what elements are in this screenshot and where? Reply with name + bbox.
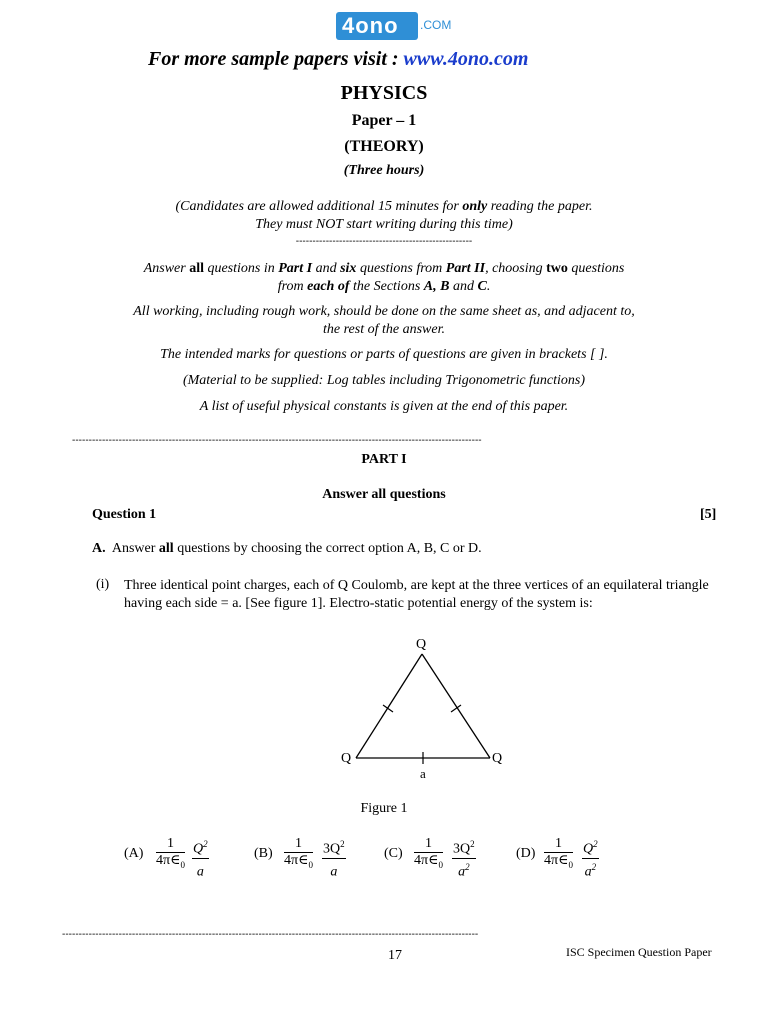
logo-text: 4ono <box>342 13 399 38</box>
vertex-label-left: Q <box>341 751 352 766</box>
section-a-label: A. <box>92 541 106 556</box>
numerator <box>582 836 599 859</box>
t: from <box>277 279 308 294</box>
den-sub: 0 <box>180 859 185 870</box>
fraction-constant <box>284 836 313 873</box>
triangle-right-side <box>422 654 490 758</box>
option-label: (A) <box>124 846 144 861</box>
fraction-expression <box>322 836 346 880</box>
figure-caption: Figure 1 <box>360 801 408 816</box>
footer-label: ISC Specimen Question Paper <box>566 945 712 959</box>
theory-label: (THEORY) <box>344 138 424 155</box>
numerator <box>192 836 209 859</box>
t: Answer <box>111 541 159 556</box>
divider-long: --------------------------------------------------------------------------------------------------------------------------- <box>72 435 482 446</box>
constants-note: A list of useful physical constants is given at the end of this paper. <box>199 399 569 414</box>
triangle-figure <box>330 630 520 790</box>
t: two <box>546 261 568 276</box>
visit-url-link[interactable]: www.4ono.com <box>403 48 529 70</box>
t: and <box>449 279 478 294</box>
den-sup: 2 <box>465 861 470 872</box>
t: questions from <box>356 261 446 276</box>
vertex-label-top: Q <box>416 637 427 652</box>
t: each of <box>307 279 350 294</box>
working-note-2: the rest of the answer. <box>323 322 445 337</box>
reading-text-2: reading the paper. <box>487 199 593 214</box>
reading-time-note <box>0 198 768 216</box>
den-text: 4π∈ <box>156 853 181 868</box>
numerator <box>322 836 346 859</box>
t: A, <box>423 279 437 294</box>
num-sup: 2 <box>203 839 208 849</box>
answer-instruction <box>0 260 768 278</box>
den-text: 4π∈ <box>414 853 439 868</box>
t: and <box>312 261 341 276</box>
fraction-constant <box>156 836 185 873</box>
fraction-expression <box>582 836 599 880</box>
vertex-label-right: Q <box>492 751 503 766</box>
visit-line <box>148 48 528 71</box>
fraction-constant <box>414 836 443 873</box>
t: . <box>486 279 491 294</box>
t: six <box>340 261 357 276</box>
site-logo[interactable] <box>336 12 456 40</box>
reading-text-1: (Candidates are allowed additional 15 minutes for <box>175 199 463 214</box>
side-label: a <box>420 766 426 781</box>
fraction-expression <box>192 836 209 880</box>
den-sub: 0 <box>308 859 313 870</box>
numerator: 1 <box>284 836 313 853</box>
denominator <box>192 859 209 881</box>
question-marks: [5] <box>700 507 717 522</box>
t: questions by choosing the correct option A, B, C or D. <box>173 541 482 556</box>
numerator: 1 <box>414 836 443 853</box>
t: the Sections <box>349 279 424 294</box>
t: B <box>440 279 450 294</box>
paper-title: Paper – 1 <box>351 112 417 129</box>
section-a-instruction <box>92 541 482 557</box>
question-label: Question 1 <box>92 507 157 522</box>
duration-label: (Three hours) <box>343 163 425 178</box>
t: questions <box>567 261 625 276</box>
denominator <box>452 859 476 881</box>
tick-mark-left <box>383 705 393 712</box>
material-note: (Material to be supplied: Log tables including Trigonometric functions) <box>182 373 586 388</box>
den-text: a <box>196 864 204 880</box>
visit-text: For more sample papers visit : <box>148 48 404 70</box>
num-sup: 2 <box>593 839 598 849</box>
denominator <box>156 853 185 873</box>
footer-divider: ----------------------------------------------------------------------------------------------------------------------------- <box>62 929 479 940</box>
numerator: 1 <box>544 836 573 853</box>
num-sup: 2 <box>340 839 345 849</box>
t: , choosing <box>485 261 547 276</box>
num-sup: 2 <box>470 839 475 849</box>
denominator <box>322 859 346 881</box>
den-sup: 2 <box>591 861 597 872</box>
numerator <box>452 836 476 859</box>
t: Part II <box>445 261 486 276</box>
marks-note: The intended marks for questions or parts of questions are given in brackets [ ]. <box>160 347 608 362</box>
subject-title: PHYSICS <box>340 82 428 104</box>
num-text: Q <box>583 841 594 857</box>
option-label: (C) <box>384 846 403 861</box>
fraction-expression <box>452 836 476 880</box>
den-sub: 0 <box>438 859 443 870</box>
t: questions in <box>203 261 279 276</box>
den-text: a <box>458 864 466 880</box>
denominator <box>284 853 313 873</box>
den-sub: 0 <box>568 859 573 870</box>
t: Part I <box>278 261 313 276</box>
reading-bold: only <box>462 199 488 214</box>
den-text: a <box>584 864 592 880</box>
denominator <box>582 859 599 881</box>
divider-short: ----------------------------------------------------- <box>295 236 473 247</box>
option-label: (B) <box>254 846 273 861</box>
part-title: PART I <box>361 452 407 467</box>
denominator <box>544 853 573 873</box>
denominator <box>414 853 443 873</box>
item-number: (i) <box>96 577 110 592</box>
option-label: (D) <box>516 846 536 861</box>
logo-suffix: .COM <box>420 18 452 32</box>
num-text: 3Q <box>453 841 471 857</box>
t: all <box>189 261 204 276</box>
den-text: a <box>330 864 338 880</box>
den-text: 4π∈ <box>544 853 569 868</box>
reading-time-note-2: They must NOT start writing during this time) <box>255 217 513 232</box>
item-text: Three identical point charges, each of Q Coulomb, are kept at the three vertices of an equilateral triangle having each side = a. [See figure 1]. Electro-static potential energy of the system is: <box>124 578 709 611</box>
fraction-constant <box>544 836 573 873</box>
working-note-1: All working, including rough work, should be done on the same sheet as, and adjacent to, <box>133 304 635 319</box>
num-text: 3Q <box>323 841 341 857</box>
t: Answer <box>143 261 190 276</box>
den-text: 4π∈ <box>284 853 309 868</box>
triangle-left-side <box>356 654 422 758</box>
t: C <box>477 279 487 294</box>
num-text: Q <box>193 841 204 857</box>
page-number: 17 <box>388 948 402 963</box>
part-subtitle: Answer all questions <box>322 487 446 502</box>
answer-instruction-2 <box>0 278 768 296</box>
numerator: 1 <box>156 836 185 853</box>
t: all <box>158 541 174 556</box>
